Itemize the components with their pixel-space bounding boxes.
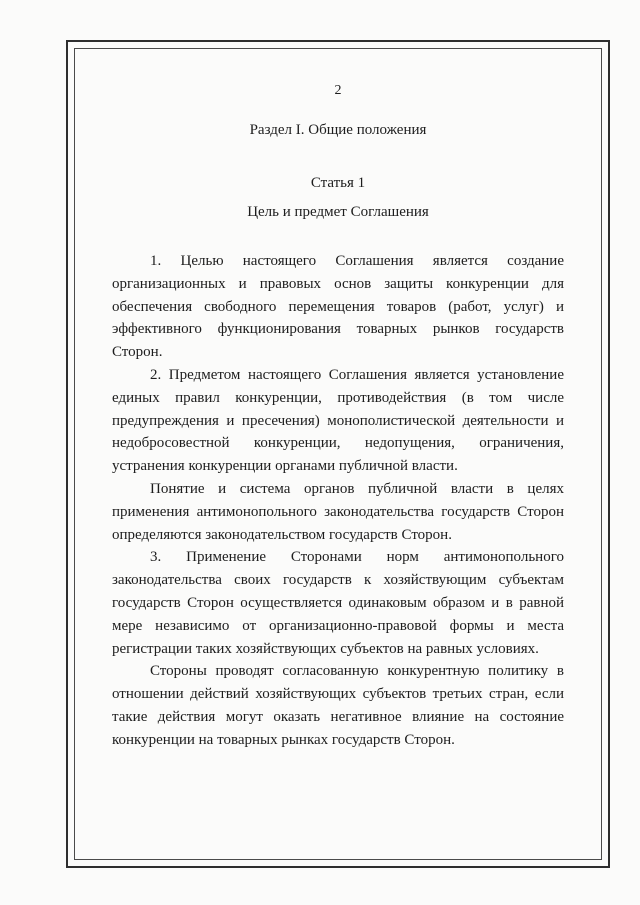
paragraph: 1. Целью настоящего Соглашения является создание организационных и правовых основ защиты конкуренции для обеспечения свободного перемещения товаров (работ, услуг) и эффективного функционирования товарных рынков государств Сторон.	[112, 253, 564, 361]
paragraph: 3. Применение Сторонами норм антимонопольного законодательства своих государств к хозяйствующим субъектам государств Сторон осуществляется одинаковым образом и в равной мере независимо от организационно-правовой формы и места регистрации таких хозяйствующих субъектов на равных условиях.	[112, 549, 564, 657]
section-title: Раздел I. Общие положения	[249, 122, 427, 138]
paragraph: Понятие и система органов публичной власти в целях применения антимонопольного законодательства государств Сторон определяются законодательством государств Сторон.	[112, 480, 564, 543]
paragraph: 2. Предметом настоящего Соглашения является установление единых правил конкуренции, противодействия (в том числе предупреждения и пресечения) монополистической деятельности и недобросовестной конкуренции, недопущения, ограничения, устранения конкуренции органами публичной власти.	[112, 366, 564, 475]
page-number: 2	[334, 83, 342, 98]
paragraph: Стороны проводят согласованную конкурентную политику в отношении действий хозяйствующих субъектов третьих стран, если такие действия могут оказать негативное влияние на состояние конкуренции на товарных рынках государств Сторон.	[112, 663, 564, 748]
article-number: Статья 1	[310, 175, 366, 191]
article-title: Цель и предмет Соглашения	[247, 204, 429, 220]
article-body	[112, 250, 564, 752]
